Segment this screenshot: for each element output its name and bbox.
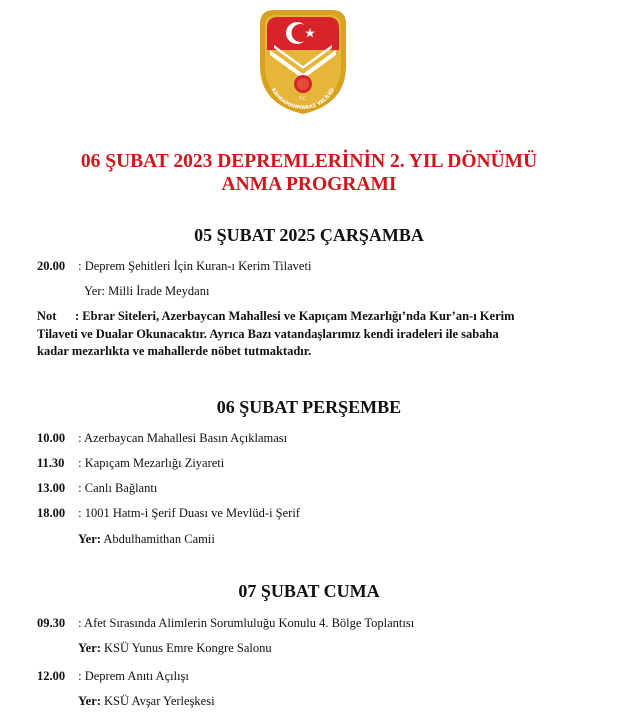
- item-time: 09.30: [37, 616, 66, 630]
- schedule-item: 13.00 : Canlı Bağlantı: [37, 481, 158, 495]
- item-desc: Canlı Bağlantı: [84, 481, 158, 495]
- schedule-item: 20.00 : Deprem Şehitleri İçin Kuran-ı Kerim Tilaveti: [37, 259, 312, 273]
- place-label: Yer:: [78, 694, 101, 708]
- note-line3: kadar mezarlıkta ve mahallerde nöbet tutmaktadır.: [37, 344, 312, 358]
- item-time: 20.00: [37, 259, 66, 273]
- place-name: KSÜ Yunus Emre Kongre Salonu: [100, 641, 272, 655]
- place-label: Yer:: [84, 284, 105, 298]
- item-desc: Deprem Şehitleri İçin Kuran-ı Kerim Tilaveti: [84, 259, 312, 273]
- item-desc: Kapıçam Mezarlığı Ziyareti: [84, 456, 225, 470]
- item-time: 13.00: [37, 481, 66, 495]
- place-label: Yer:: [78, 532, 101, 546]
- governorship-emblem: [254, 4, 352, 116]
- emblem-ring-text: KAHRAMANMARAŞ VALİLİĞİ: [269, 87, 337, 112]
- item-place: [78, 531, 215, 547]
- schedule-item: 18.00 : 1001 Hatm-i Şerif Duası ve Mevlüd-i Şerif: [37, 506, 300, 520]
- place-label: Yer:: [78, 641, 101, 655]
- note-label: Not: [37, 309, 57, 323]
- item-desc: Azerbaycan Mahallesi Basın Açıklaması: [84, 431, 288, 445]
- schedule-item: 09.30 : Afet Sırasında Alimlerin Sorumluluğu Konulu 4. Bölge Toplantısı: [37, 616, 415, 630]
- item-place: [78, 693, 215, 709]
- place-name: Milli İrade Meydanı: [104, 284, 210, 298]
- item-place: [78, 640, 272, 656]
- day-heading-wednesday: 05 ŞUBAT 2025 ÇARŞAMBA: [194, 225, 424, 245]
- item-time: 11.30: [37, 456, 65, 470]
- item-desc: Deprem Anıtı Açılışı: [84, 669, 189, 683]
- item-time: 12.00: [37, 669, 66, 683]
- note-block: [37, 308, 577, 361]
- note-line2: Tilaveti ve Dualar Okunacaktır. Ayrıca Bazı vatandaşlarımız kendi iradeleri ile sabaha: [37, 326, 499, 341]
- schedule-item: 12.00 : Deprem Anıtı Açılışı: [37, 669, 189, 683]
- place-name: KSÜ Avşar Yerleşkesi: [100, 694, 215, 708]
- note-line1: : Ebrar Siteleri, Azerbaycan Mahallesi ve Kapıçam Mezarlığı’nda Kur’an-ı Kerim: [75, 309, 515, 323]
- schedule-item: 10.00 : Azerbaycan Mahallesi Basın Açıklaması: [37, 431, 288, 445]
- day-heading-friday: 07 ŞUBAT CUMA: [238, 581, 380, 601]
- item-time: 18.00: [37, 506, 66, 520]
- emblem-top-text: T.C.: [298, 97, 308, 102]
- item-place: [84, 283, 209, 299]
- item-desc: Afet Sırasında Alimlerin Sorumluluğu Konulu 4. Bölge Toplantısı: [84, 616, 415, 630]
- program-title-line2: ANMA PROGRAMI: [221, 174, 397, 195]
- item-time: 10.00: [37, 431, 66, 445]
- place-name: Abdulhamithan Camii: [100, 532, 215, 546]
- program-title-line1: 06 ŞUBAT 2023 DEPREMLERİNİN 2. YIL DÖNÜMÜ: [80, 151, 538, 172]
- item-desc: 1001 Hatm-i Şerif Duası ve Mevlüd-i Şerif: [84, 506, 300, 520]
- day-heading-thursday: 06 ŞUBAT PERŞEMBE: [216, 397, 402, 417]
- schedule-item: 11.30 : Kapıçam Mezarlığı Ziyareti: [37, 456, 225, 470]
